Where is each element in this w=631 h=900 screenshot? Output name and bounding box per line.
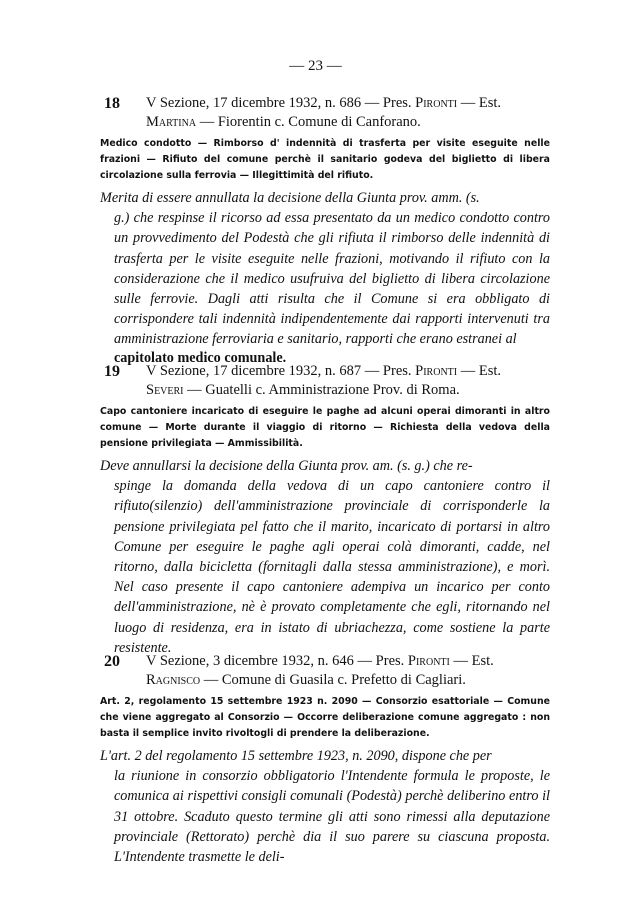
entry-number: 20 [104, 653, 120, 670]
parties: — Guatelli c. Amministrazione Prov. di Roma. [187, 382, 460, 398]
president-name: Pironti [415, 363, 458, 379]
keywords: Art. 2, regolamento 15 settembre 1923 n. 2090 — Consorzio esattoriale — Comune che viene aggregato al Consorzio — Occorre deliberazione comune aggregato : non basta il semplice invito rivoltogli di prendere la deliberazione. [100, 696, 550, 739]
page-number: — 23 — [289, 58, 342, 74]
entry-citation: V Sezione, 17 dicembre 1932, n. 686 — Pres. [146, 95, 412, 111]
entry-separator: — Est. [460, 363, 502, 379]
estensore-name: Ragnisco [146, 672, 201, 688]
entry-number: 19 [104, 363, 120, 380]
parties: — Comune di Guasila c. Prefetto di Cagliari. [203, 672, 466, 688]
entry-body: Merita di essere annullata la decisione della Giunta prov. amm. (s. g.) che respinse il ricorso ad essa presentato da un medico condotto contro un provvedimento del Podestà che gli rifiuta il rimborso delle indennità di trasferta per le visite eseguite nelle frazioni, motivando il rifiuto con la considerazione che il medico usufruiva del biglietto di libera circolazione sulle ferrovie. Dagli atti risulta che il Comune si era obbligato di corrispondere tali indennità indipendentemente dai rapporti intervenuti tra amministrazione ferroviaria e sanitario, rapporti che erano estranei al capitolato medico comunale. [100, 190, 550, 366]
entry-19 [100, 362, 550, 658]
estensore-name: Severi [146, 382, 184, 398]
entry-citation: V Sezione, 3 dicembre 1932, n. 646 — Pres. [146, 653, 405, 669]
keywords: Medico condotto — Rimborso d' indennità di trasferta per visite eseguite nelle frazioni — Rifiuto del comune perchè il sanitario godeva del biglietto di libera circolazione sulla ferrovia — Illegittimità del rifiuto. [100, 138, 550, 181]
entry-body: L'art. 2 del regolamento 15 settembre 1923, n. 2090, dispone che per la riunione in consorzio obbligatorio l'Intendente formula le proposte, le comunica ai rispettivi consigli comunali (Podestà) perchè deliberino entro il 31 ottobre. Scaduto questo termine gli atti sono rimessi alla deputazione provinciale (Rettorato) perchè dia il suo parere su ciascuna proposta. L'Intendente trasmette le deli- [100, 748, 550, 866]
entry-18 [100, 94, 550, 368]
entry-body: Deve annullarsi la decisione della Giunta prov. am. (s. g.) che re- spinge la domanda della vedova di un capo cantoniere contro il rifiuto(silenzio) dell'amministrazione provinciale di corrisponderle la pensione privilegiata pel fatto che il marito, incaricato di portarsi in altro Comune per eseguire le paghe agli operai colà dimoranti, cadde, nel ritorno, dalla bicicletta (fornitagli dalla stessa amministrazione), e morì. Nel caso presente il capo cantoniere adempiva un incarico per conto dell'amministrazione, nè è provato completamente che egli, ritornando nel luogo di residenza, era in istato di ubriachezza, come sostiene la parte resistente. [100, 458, 550, 656]
president-name: Pironti [415, 95, 458, 111]
entry-separator: — Est. [460, 95, 502, 111]
entry-20 [100, 652, 550, 867]
keywords: Capo cantoniere incaricato di eseguire le paghe ad alcuni operai dimoranti in altro comune — Morte durante il viaggio di ritorno — Richiesta della vedova della pensione privilegiata — Ammissibilità. [100, 406, 550, 449]
estensore-name: Martina [146, 114, 197, 130]
entry-citation: V Sezione, 17 dicembre 1932, n. 687 — Pres. [146, 363, 412, 379]
entry-separator: — Est. [453, 653, 494, 669]
entry-number: 18 [104, 95, 120, 112]
entry-header [104, 652, 550, 690]
president-name: Pironti [407, 653, 450, 669]
entry-header [104, 94, 550, 132]
parties: — Fiorentin c. Comune di Canforano. [199, 114, 421, 130]
entry-header [104, 362, 550, 400]
